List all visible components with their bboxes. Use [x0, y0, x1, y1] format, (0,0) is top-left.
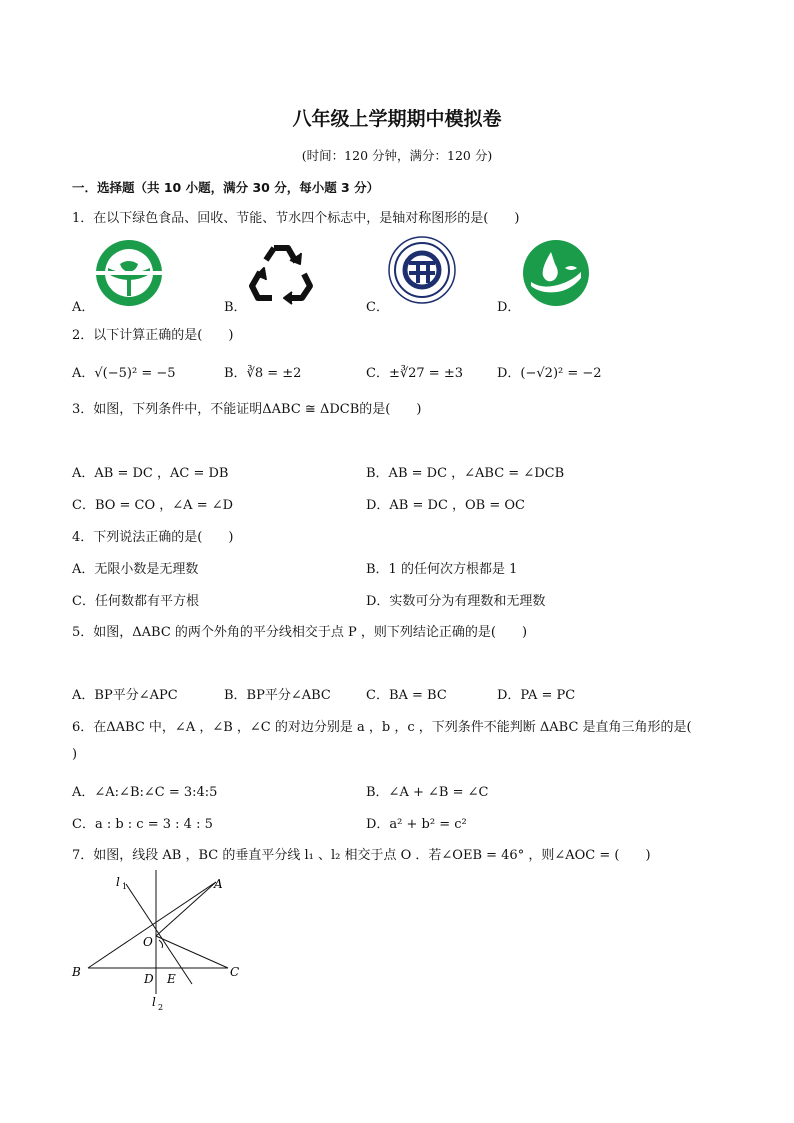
label-d: D: [144, 972, 154, 986]
q2-option-b: B．∛8 = ±2: [224, 366, 302, 381]
label-o: O: [143, 935, 153, 949]
q3-option-c: C．BO = CO ，∠A = ∠D: [72, 498, 234, 513]
question-5-stem: 5．如图，ΔABC 的两个外角的平分线相交于点 P ，则下列结论正确的是( ): [72, 625, 528, 640]
q5-option-d: D．PA = PC: [497, 688, 576, 703]
question-3-stem: 3．如图，下列条件中，不能证明ΔABC ≅ ΔDCB的是( ): [72, 402, 422, 417]
q2-option-d: D．(−√2)² = −2: [497, 366, 602, 381]
q1-option-c: C．: [366, 300, 389, 315]
energy-saving-logo-icon: [387, 235, 457, 305]
question-6-stem-end: ): [72, 747, 78, 762]
angle-mark: [159, 940, 163, 948]
q1-option-a: A．: [72, 300, 95, 315]
question-4-stem: 4．下列说法正确的是( ): [72, 530, 234, 545]
page-title: 八年级上学期期中模拟卷: [292, 108, 502, 130]
q6-option-a: A．∠A:∠B:∠C = 3:4:5: [72, 785, 218, 800]
question-7-stem: 7．如图，线段 AB ，BC 的垂直平分线 l₁ 、l₂ 相交于点 O ．若∠OEB = 46° ，则∠AOC = ( ): [72, 848, 651, 863]
segment-oc: [156, 936, 228, 968]
label-l1-sub: 1: [122, 882, 128, 891]
label-l2-sub: 2: [158, 1003, 164, 1012]
question-1-stem: 1．在以下绿色食品、回收、节能、节水四个标志中，是轴对称图形的是( ): [72, 211, 520, 226]
label-l2: l: [152, 995, 156, 1009]
section-heading: 一．选择题（共 10 小题，满分 30 分，每小题 3 分）: [72, 180, 380, 195]
segment-oa: [156, 882, 216, 936]
q5-option-a: A．BP平分∠APC: [72, 688, 178, 703]
q2-option-a: A．√(−5)² = −5: [72, 366, 176, 381]
q6-option-b: B．∠A + ∠B = ∠C: [366, 785, 489, 800]
water-saving-logo-icon: [521, 238, 591, 308]
recycle-icon: [246, 238, 316, 308]
q1-option-d: D．: [497, 300, 521, 315]
q6-option-d: D．a² + b² = c²: [366, 817, 467, 832]
q1-option-b: B．: [224, 300, 247, 315]
exam-info: (时间：120 分钟，满分：120 分): [301, 148, 493, 163]
q7-geometry-figure: [66, 866, 256, 1016]
label-b: B: [72, 965, 81, 979]
q4-option-d: D．实数可分为有理数和无理数: [366, 594, 546, 609]
question-2-stem: 2．以下计算正确的是( ): [72, 328, 234, 343]
q3-option-a: A．AB = DC ，AC = DB: [72, 466, 229, 481]
q3-option-d: D．AB = DC ，OB = OC: [366, 498, 525, 513]
q2-option-c: C．±∛27 = ±3: [366, 366, 463, 381]
q5-option-b: B．BP平分∠ABC: [224, 688, 331, 703]
q5-option-c: C．BA = BC: [366, 688, 447, 703]
label-c: C: [230, 965, 240, 979]
line-l1: [126, 884, 192, 984]
q4-option-a: A．无限小数是无理数: [72, 562, 199, 577]
segment-ab: [88, 882, 216, 968]
q3-option-b: B．AB = DC ，∠ABC = ∠DCB: [366, 466, 565, 481]
q4-option-c: C．任何数都有平方根: [72, 594, 199, 609]
green-food-logo-icon: [94, 238, 164, 308]
label-e: E: [167, 972, 176, 986]
q4-option-b: B．1 的任何次方根都是 1: [366, 562, 518, 577]
q6-option-c: C．a : b : c = 3 : 4 : 5: [72, 817, 213, 832]
label-l1: l: [116, 875, 120, 889]
label-a: A: [214, 877, 223, 891]
question-6-stem: 6．在ΔABC 中，∠A ，∠B ，∠C 的对边分别是 a ，b ，c ，下列条件不能判断 ΔABC 是直角三角形的是(: [72, 720, 692, 735]
